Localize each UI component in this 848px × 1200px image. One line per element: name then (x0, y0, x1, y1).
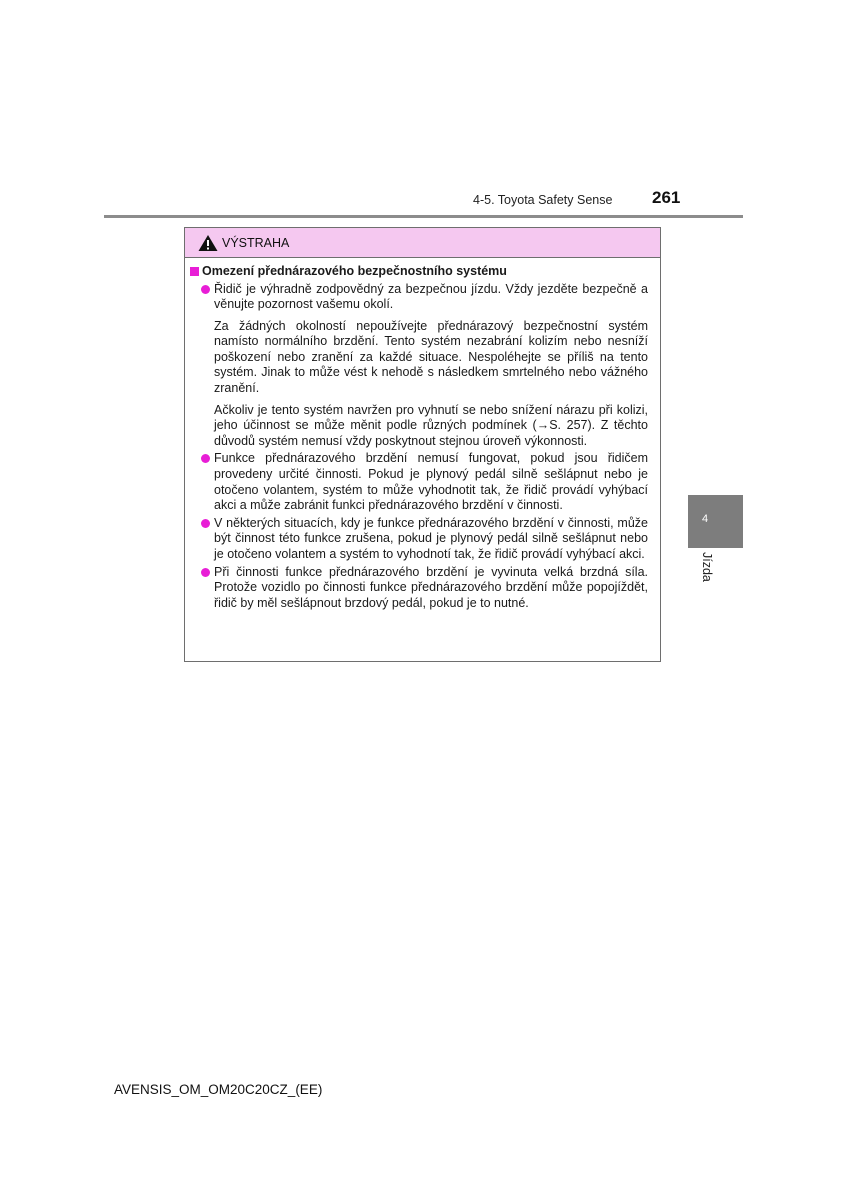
section-heading-text: Omezení přednárazového bezpečnostního systému (202, 264, 507, 278)
bullet-icon (201, 519, 210, 528)
list-item (190, 565, 648, 612)
bullet-icon (201, 454, 210, 463)
running-header-section: 4-5. Toyota Safety Sense (473, 193, 613, 207)
list-item (190, 282, 648, 450)
paragraph: Při činnosti funkce přednárazového brzdění je vyvinuta velká brzdná síla. Protože vozidlo po činnosti funkce přednárazového brzdění může popojíždět, řidič by měl sešlápnout brzdový pedál, pokud je to nutné. (214, 564, 648, 610)
header-rule (104, 215, 743, 218)
list-item (190, 451, 648, 513)
warning-body (185, 258, 660, 611)
paragraph: Funkce přednárazového brzdění nemusí fungovat, pokud jsou řidičem provedeny určité činnosti. Pokud je plynový pedál silně sešlápnut nebo je otočeno volantem, systém to může vyhodnotit tak, že řidič provádí vyhýbací akci a může zabránit funkci přednárazového brzdění v činnosti. (214, 451, 648, 513)
warning-header (185, 228, 660, 258)
paragraph: Ačkoliv je tento systém navržen pro vyhnutí se nebo snížení nárazu při kolizi, jeho účinnost se může měnit podle různých podmínek (→S. 257). Z těchto důvodů systém nemusí vždy poskytnout stejnou úroveň výkonnosti. (214, 402, 648, 448)
square-bullet-icon (190, 267, 199, 276)
warning-title: VÝSTRAHA (222, 235, 290, 250)
page-number: 261 (652, 188, 681, 207)
section-heading (190, 264, 648, 280)
chapter-tab-number: 4 (701, 513, 709, 525)
warning-triangle-icon (198, 234, 218, 252)
chapter-tab-label: Jízda (700, 552, 714, 582)
footer-document-code: AVENSIS_OM_OM20C20CZ_(EE) (114, 1082, 323, 1097)
list-item (190, 516, 648, 563)
warning-box (184, 227, 661, 662)
bullet-icon (201, 285, 210, 294)
paragraph: Řidič je výhradně zodpovědný za bezpečnou jízdu. Vždy jezděte bezpečně a věnujte pozornost vašemu okolí. (214, 281, 648, 312)
bullet-icon (201, 568, 210, 577)
chapter-tab (688, 495, 743, 548)
paragraph: V některých situacích, kdy je funkce přednárazového brzdění v činnosti, může být činnost této funkce zrušena, pokud je plynový pedál silně sešlápnut nebo je otočeno volantem a systém to vyhodnotí tak, že řidič provádí vyhýbací akci. (214, 515, 648, 561)
paragraph: Za žádných okolností nepoužívejte přednárazový bezpečnostní systém namísto normálního brzdění. Tento systém nezabrání kolizím nebo nesníží poškození nebo zranění za každé situace. Nespoléhejte se příliš na tento systém. Jinak to může vést k nehodě s následkem smrtelného nebo vážného zranění. (214, 318, 648, 396)
